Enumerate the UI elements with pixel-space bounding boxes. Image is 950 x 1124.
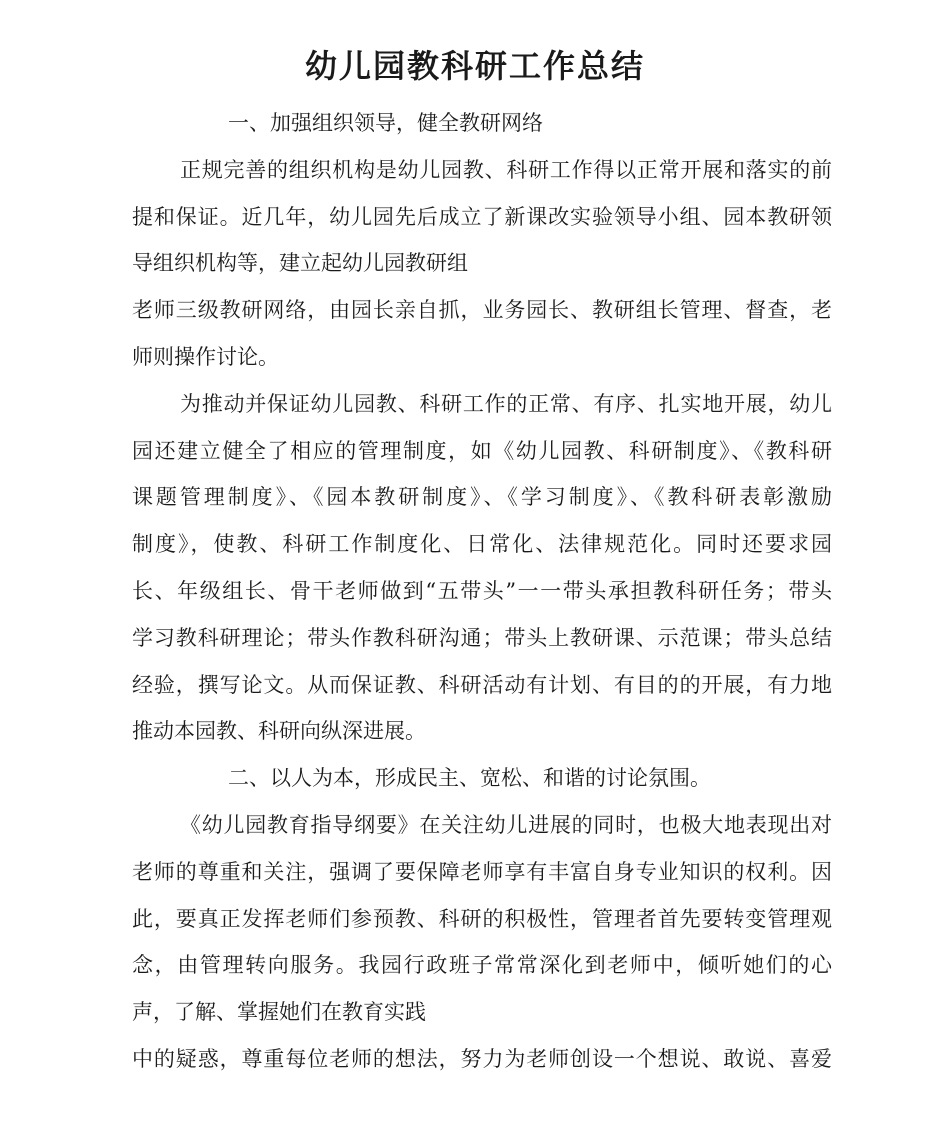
paragraph-line: 《幼儿园教育指导纲要》在关注幼儿进展的同时，也极大地表现出对 [180, 812, 832, 837]
section-heading-2: 二、以人为本，形成民主、宽松、和谐的讨论氛围。 [228, 766, 711, 791]
paragraph-line: 声，了解、掌握她们在教育实践 [132, 1000, 426, 1025]
paragraph-line: 念，由管理转向服务。我园行政班子常常深化到老师中，倾听她们的心 [132, 953, 832, 978]
paragraph-line: 经验，撰写论文。从而保证教、科研活动有计划、有目的的开展，有力地 [132, 672, 832, 697]
paragraph-line: 课题管理制度》、《园本教研制度》、《学习制度》、《教科研表彰激励 [132, 485, 832, 510]
paragraph-line: 导组织机构等，建立起幼儿园教研组 [132, 251, 468, 276]
section-heading-1: 一、加强组织领导，健全教研网络 [228, 111, 543, 135]
paragraph-line: 学习教科研理论；带头作教科研沟通；带头上教研课、示范课；带头总结 [132, 625, 832, 650]
document-body [132, 100, 832, 1083]
paragraph-line: 老师三级教研网络，由园长亲自抓，业务园长、教研组长管理、督查，老 [132, 298, 832, 323]
paragraph-line: 园还建立健全了相应的管理制度，如《幼儿园教、科研制度》、《教科研 [132, 438, 832, 463]
paragraph-line: 提和保证。近几年，幼儿园先后成立了新课改实验领导小组、园本教研领 [132, 204, 832, 229]
paragraph-line: 推动本园教、科研向纵深进展。 [132, 719, 426, 744]
paragraph-line: 长、年级组长、骨干老师做到“五带头”一一带头承担教科研任务；带头 [132, 578, 832, 603]
paragraph-line: 中的疑惑，尊重每位老师的想法，努力为老师创设一个想说、敢说、喜爱 [132, 1046, 832, 1071]
paragraph-line: 师则操作讨论。 [132, 344, 279, 369]
document-title: 幼儿园教科研工作总结 [304, 47, 645, 85]
paragraph-line: 制度》，使教、科研工作制度化、日常化、法律规范化。同时还要求园 [132, 532, 832, 557]
paragraph-line: 老师的尊重和关注，强调了要保障老师享有丰富自身专业知识的权利。因 [132, 859, 832, 884]
paragraph-line: 正规完善的组织机构是幼儿园教、科研工作得以正常开展和落实的前 [180, 157, 832, 182]
paragraph-line: 为推动并保证幼儿园教、科研工作的正常、有序、扎实地开展，幼儿 [180, 391, 832, 416]
paragraph-line: 此，要真正发挥老师们参预教、科研的积极性，管理者首先要转变管理观 [132, 906, 832, 931]
